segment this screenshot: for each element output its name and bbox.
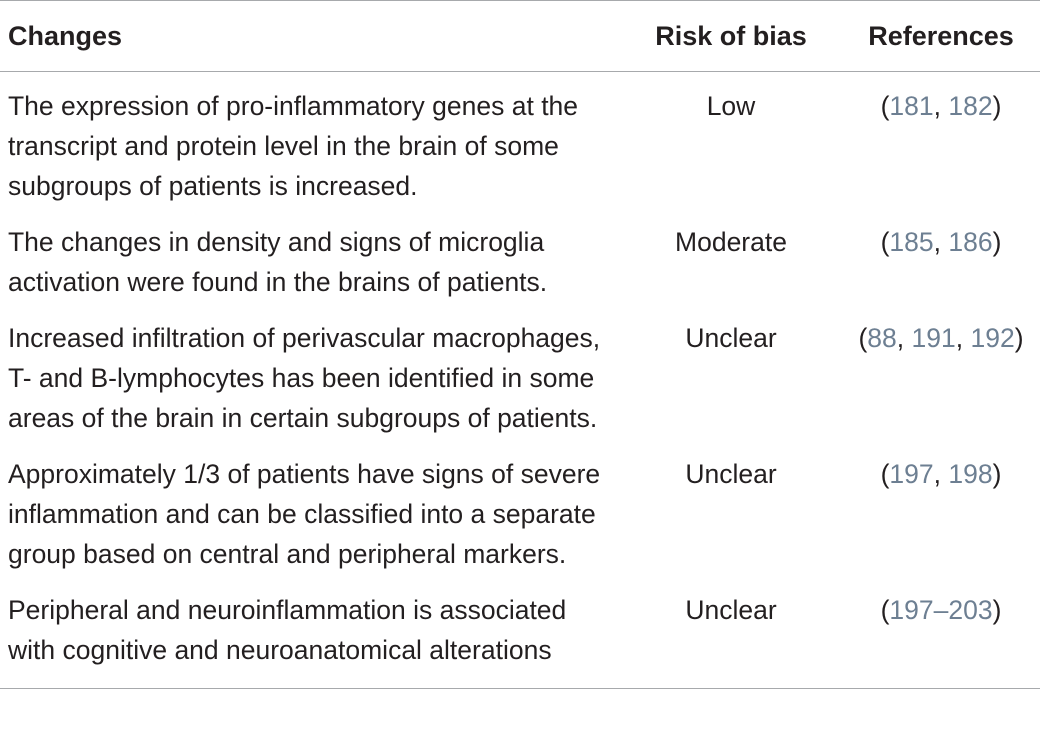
reference-link[interactable]: 185	[889, 227, 934, 257]
references-cell	[842, 208, 1040, 304]
reference-link[interactable]: 197	[889, 459, 934, 489]
table-header	[0, 1, 1040, 72]
open-paren: (	[880, 459, 890, 489]
table-row	[0, 208, 1040, 304]
reference-separator: ,	[933, 91, 949, 121]
reference-link[interactable]: 182	[948, 91, 993, 121]
changes-cell: Approximately 1/3 of patients have signs of severe inflammation and can be classified into a separate group based on central and peripheral markers.	[8, 459, 601, 569]
risk-cell: Moderate	[675, 227, 787, 257]
header-row	[0, 1, 1040, 72]
references-cell	[842, 72, 1040, 209]
reference-link[interactable]: 186	[948, 227, 993, 257]
risk-cell: Unclear	[685, 595, 777, 625]
reference-link[interactable]: 181	[889, 91, 934, 121]
changes-cell: The changes in density and signs of microglia activation were found in the brains of patients.	[8, 227, 548, 297]
close-paren: )	[1014, 323, 1024, 353]
header-changes: Changes	[8, 20, 123, 51]
table-row	[0, 576, 1040, 689]
header-references: References	[868, 20, 1014, 51]
open-paren: (	[880, 595, 890, 625]
risk-cell: Unclear	[685, 459, 777, 489]
risk-cell: Low	[706, 91, 756, 121]
close-paren: )	[992, 595, 1002, 625]
close-paren: )	[992, 459, 1002, 489]
close-paren: )	[992, 227, 1002, 257]
reference-link[interactable]: 88	[867, 323, 897, 353]
reference-link[interactable]: 192	[970, 323, 1015, 353]
risk-cell: Unclear	[685, 323, 777, 353]
changes-cell: The expression of pro-inflammatory genes at the transcript and protein level in the brain of some subgroups of patients is increased.	[8, 91, 579, 201]
references-cell	[842, 576, 1040, 689]
open-paren: (	[858, 323, 868, 353]
table-row	[0, 72, 1040, 209]
reference-separator: ,	[896, 323, 912, 353]
table-row	[0, 304, 1040, 440]
reference-link[interactable]: 191	[911, 323, 956, 353]
changes-cell: Peripheral and neuroinflammation is associated with cognitive and neuroanatomical alterations	[8, 595, 567, 665]
table-row	[0, 440, 1040, 576]
header-risk-of-bias: Risk of bias	[655, 20, 807, 51]
changes-cell: Increased infiltration of perivascular macrophages, T- and B-lymphocytes has been identified in some areas of the brain in certain subgroups of patients.	[8, 323, 601, 433]
reference-link[interactable]: 197–203	[889, 595, 993, 625]
references-cell	[842, 304, 1040, 440]
reference-separator: ,	[933, 227, 949, 257]
reference-link[interactable]: 198	[948, 459, 993, 489]
reference-separator: ,	[933, 459, 949, 489]
open-paren: (	[880, 227, 890, 257]
reference-separator: ,	[955, 323, 971, 353]
table-body	[0, 72, 1040, 689]
open-paren: (	[880, 91, 890, 121]
close-paren: )	[992, 91, 1002, 121]
references-cell	[842, 440, 1040, 576]
